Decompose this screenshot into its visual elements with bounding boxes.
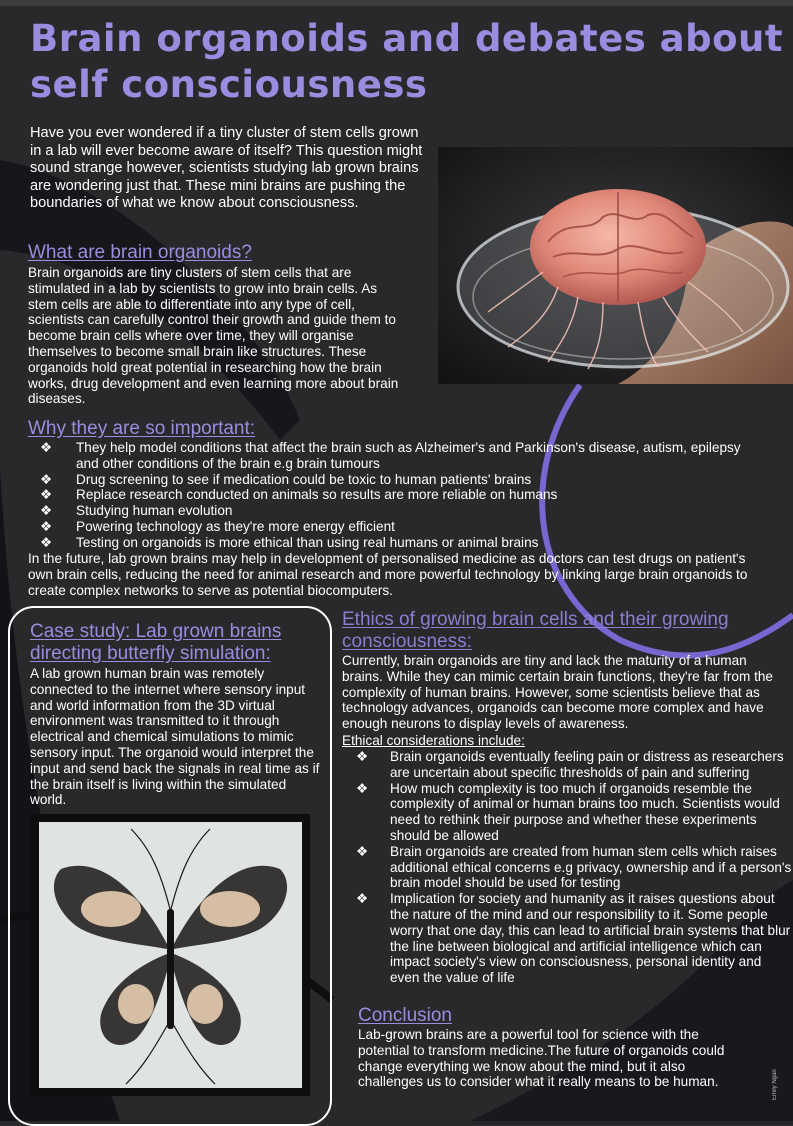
diamond-bullet-icon: ❖ xyxy=(40,487,53,503)
list-item: ❖ Studying human evolution xyxy=(40,503,233,519)
case-study-paragraph: A lab grown human brain was remotely connected to the internet where sensory input and world information from the 3D virtual environment was transmitted to it through electrical and chemical simulations to mimic sensory input. The organoid would interpret the input and send back the signals in real time as if the brain itself is living within the simulated world. xyxy=(30,666,320,808)
page-title: Brain organoids and debates about self consciousness xyxy=(30,17,784,106)
list-item: ❖ They help model conditions that affect the brain such as Alzheimer's and Parkinson's disease, autism, epilepsy and other conditions of the brain e.g brain tumours xyxy=(40,440,741,471)
future-paragraph: In the future, lab grown brains may help in development of personalised medicine as doctors can test drugs on patient's own brain cells, reducing the need for animal research and more powerful technology by linking large brain organoids to create complex networks to serve as potential biocomputers. xyxy=(28,551,748,598)
list-item: ❖ Brain organoids are created from human stem cells which raises additional ethical concerns e.g privacy, ownership and if a person's brain model should be used for testing xyxy=(356,843,792,891)
list-item: ❖ Drug screening to see if medication could be toxic to human patients' brains xyxy=(40,471,532,487)
diamond-bullet-icon: ❖ xyxy=(40,518,53,534)
important-heading: Why they are so important: xyxy=(28,418,256,439)
intro-paragraph: Have you ever wondered if a tiny cluster of stem cells grown in a lab will ever become aware of itself? This question might sound strange however, scientists studying lab grown brains are wondering just that. These mini brains are pushing the boundaries of what we know about consciousness. xyxy=(30,125,423,211)
ethics-list xyxy=(356,749,792,986)
diamond-bullet-icon: ❖ xyxy=(40,471,53,487)
what-are-paragraph: Brain organoids are tiny clusters of stem cells that are stimulated in a lab by scientists to grow into brain cells. As stem cells are able to differentiate into any type of cell, scientists can carefully control their growth and guide them to become brain cells where over time, they will organise themselves to become small brain like structures. These organoids hold great potential in researching how the brain works, drug development and even learning more about brain diseases. xyxy=(28,265,399,407)
diamond-bullet-icon: ❖ xyxy=(40,440,53,455)
author-signature: Emily Ngan xyxy=(772,1069,778,1100)
list-item: ❖ Implication for society and humanity as it raises questions about the nature of the mind and our responsibility to it. Some people worry that one day, this can lead to artificial brain systems that blur the line between biological and artificial intelligence which can impact society's view on consciousness, personal identity and even the value of life xyxy=(356,891,791,986)
ethics-heading: Ethics of growing brain cells and their growing consciousness: xyxy=(342,609,729,652)
list-item: ❖ Brain organoids eventually feeling pain or distress as researchers are uncertain about specific thresholds of pain and suffering xyxy=(356,749,784,780)
conclusion-paragraph: Lab-grown brains are a powerful tool for science with the potential to transform medicine.The future of organoids could change everything we know about the mind, but it also challenges us to consider what it really means to be human. xyxy=(358,1027,725,1090)
diamond-bullet-icon: ❖ xyxy=(356,780,369,796)
diamond-bullet-icon: ❖ xyxy=(40,503,53,519)
case-study-heading: Case study: Lab grown brains directing butterfly simulation: xyxy=(30,621,282,664)
ethics-paragraph: Currently, brain organoids are tiny and lack the maturity of a human brains. While they can mimic certain brain functions, they're far from the complexity of human brains. However, some scientists believe that as technology advances, organoids can become more complex and have enough neurons to display levels of awareness. xyxy=(342,653,773,732)
ethics-subheading: Ethical considerations include: xyxy=(342,733,525,748)
list-item: ❖ Replace research conducted on animals so results are more reliable on humans xyxy=(40,487,558,503)
butterfly-illustration xyxy=(31,814,310,1096)
important-list xyxy=(40,440,760,551)
diamond-bullet-icon: ❖ xyxy=(356,749,369,764)
brain-petri-dish-photo xyxy=(438,147,793,384)
list-item: ❖ Testing on organoids is more ethical than using real humans or animal brains xyxy=(40,534,539,550)
list-item: ❖ Powering technology as they're more energy efficient xyxy=(40,518,395,534)
diamond-bullet-icon: ❖ xyxy=(356,843,369,859)
diamond-bullet-icon: ❖ xyxy=(40,534,53,550)
list-item: ❖ How much complexity is too much if organoids resemble the complexity of animal or human brains too much. Scientists would need to rethink their purpose and whether these experiments should be allowed xyxy=(356,780,780,843)
what-are-heading: What are brain organoids? xyxy=(28,242,252,263)
conclusion-heading: Conclusion xyxy=(358,1005,452,1026)
diamond-bullet-icon: ❖ xyxy=(356,891,369,907)
